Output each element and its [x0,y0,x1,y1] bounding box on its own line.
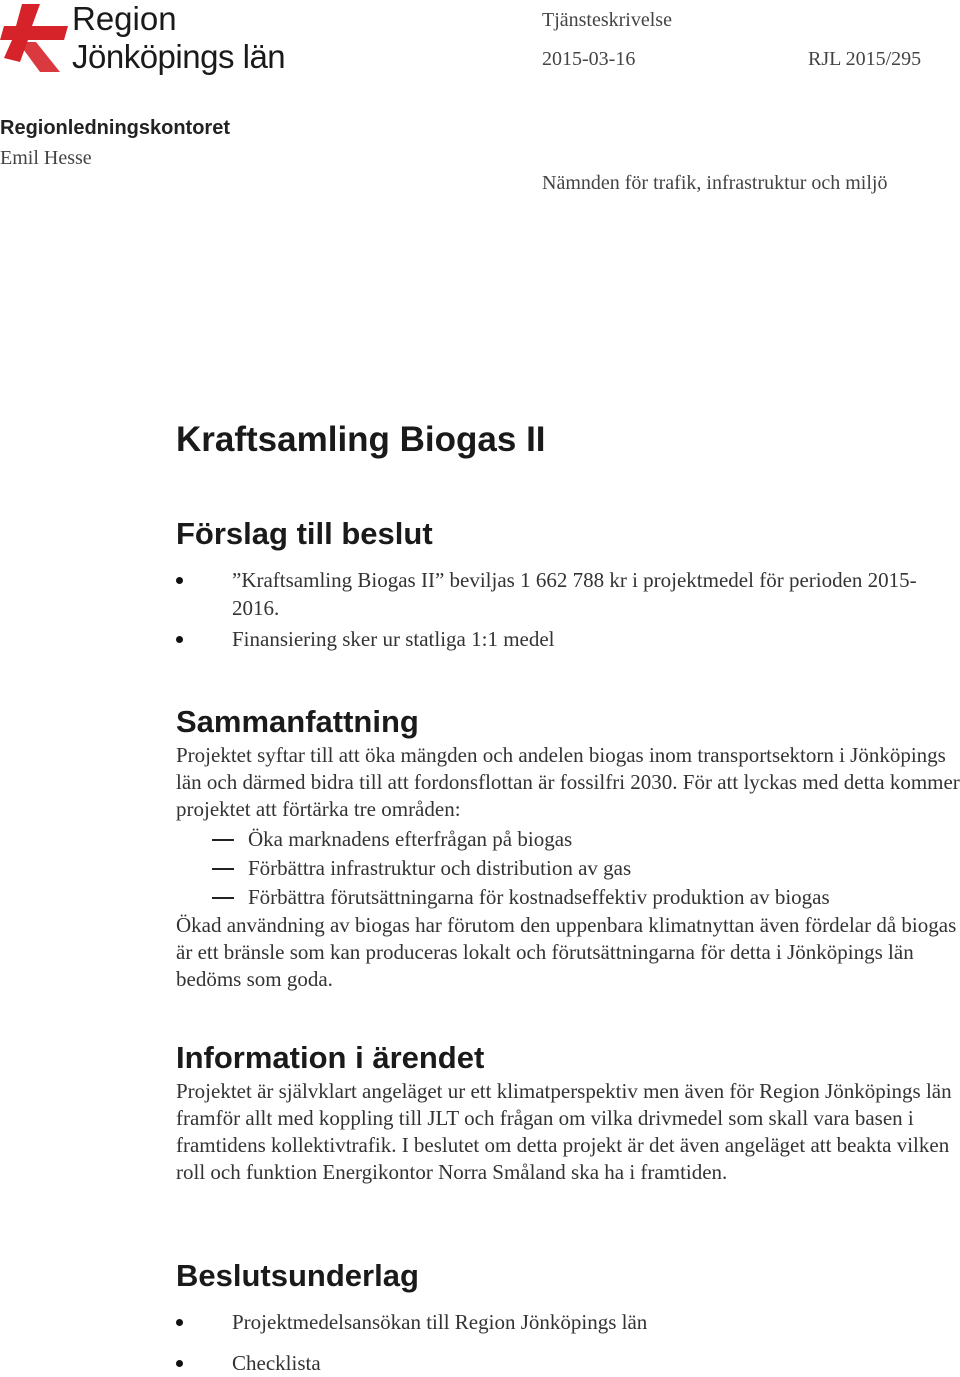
basis-item-text: Checklista [232,1351,321,1375]
basis-item [176,1308,956,1336]
summary-area-text: Förbättra förutsättningarna för kostnadseffektiv produktion av biogas [248,885,830,909]
summary-heading: Sammanfattning [176,704,419,739]
proposal-item-text: ”Kraftsamling Biogas II” beviljas 1 662 788 kr i projektmedel för perioden 2015-2016. [232,568,917,620]
document-reference: RJL 2015/295 [808,48,922,70]
proposal-item [176,625,956,653]
proposal-item-text: Finansiering sker ur statliga 1:1 medel [232,627,555,651]
dash-icon [212,868,234,870]
summary-area-item [176,825,960,854]
region-cross-logo-icon [0,2,70,74]
information-body: Projektet är självklart angeläget ur ett klimatperspektiv men även för Region Jönköpings län framför allt med koppling till JLT och frågan om vilka drivmedel som skall vara basen i framtidens kollektivtrafik. I beslutet om detta projekt är det även angeläget att beakta vilken roll och funktion Energikontor Norra Småland ska ha i framtiden. [176,1079,952,1184]
summary-area-text: Öka marknadens efterfrågan på biogas [248,827,573,851]
region-logo [0,0,300,80]
document-type: Tjänsteskrivelse [542,9,672,31]
summary-outro: Ökad användning av biogas har förutom den uppenbara klimatnyttan även fördelar då biogas är ett bränsle som kan produceras lokalt och förutsättningarna för detta i Jönköpings län bedöms som goda. [176,913,957,991]
bullet-icon [176,636,183,643]
dash-icon [212,839,234,841]
bullet-icon [176,577,183,584]
basis-heading: Beslutsunderlag [176,1258,419,1293]
proposal-item [176,566,956,622]
basis-item-text: Projektmedelsansökan till Region Jönköpings län [232,1310,648,1334]
organization: Regionledningskontoret [0,117,230,139]
document-date: 2015-03-16 [542,48,636,70]
proposal-list [176,566,956,653]
information-heading: Information i ärendet [176,1040,485,1075]
summary-area-item [176,854,960,883]
recipient: Nämnden för trafik, infrastruktur och miljö [542,172,888,194]
logo-text-region: Region [72,0,177,37]
summary-area-text: Förbättra infrastruktur och distribution av gas [248,856,632,880]
document-title: Kraftsamling Biogas II [176,420,546,459]
summary-intro: Projektet syftar till att öka mängden och andelen biogas inom transportsektorn i Jönköpings län och därmed bidra till att fordonsflottan är fossilfri 2030. För att lyckas med detta kommer projektet att förtärka tre områden: [176,743,960,821]
logo-text-county: Jönköpings län [72,38,286,75]
author: Emil Hesse [0,147,92,169]
basis-list [176,1308,956,1377]
dash-icon [212,897,234,899]
bullet-icon [176,1319,183,1326]
summary-areas-list [176,825,960,912]
summary-area-item [176,883,960,912]
proposal-heading: Förslag till beslut [176,516,433,551]
bullet-icon [176,1360,183,1367]
